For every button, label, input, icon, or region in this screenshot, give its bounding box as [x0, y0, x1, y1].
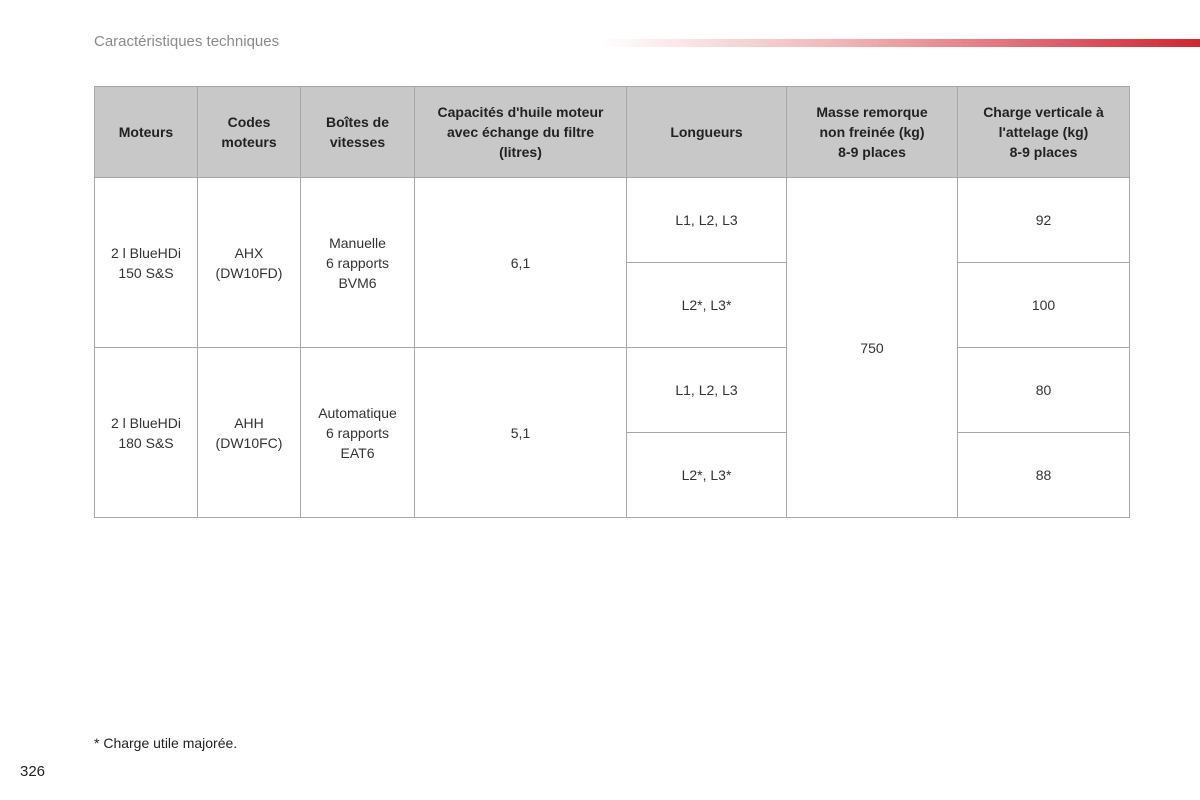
- header-gearboxes: Boîtes de vitesses: [301, 87, 415, 178]
- length-cell: L1, L2, L3: [627, 348, 787, 433]
- header-vertical-load: Charge verticale à l'attelage (kg) 8-9 places: [958, 87, 1130, 178]
- table-row: [95, 178, 1130, 263]
- engine-code-cell: AHX (DW10FD): [198, 178, 301, 348]
- header-lengths: Longueurs: [627, 87, 787, 178]
- header-engine-codes: Codes moteurs: [198, 87, 301, 178]
- vertical-load-cell: 80: [958, 348, 1130, 433]
- table-row: [95, 348, 1130, 433]
- engine-cell: 2 l BlueHDi 150 S&S: [95, 178, 198, 348]
- gearbox-cell: Manuelle 6 rapports BVM6: [301, 178, 415, 348]
- table-header-row: [95, 87, 1130, 178]
- header-oil-capacity: Capacités d'huile moteur avec échange du filtre (litres): [415, 87, 627, 178]
- gearbox-cell: Automatique 6 rapports EAT6: [301, 348, 415, 518]
- header-engines: Moteurs: [95, 87, 198, 178]
- length-cell: L2*, L3*: [627, 433, 787, 518]
- trailer-mass-cell: 750: [787, 178, 958, 518]
- page-number: 326: [20, 763, 46, 780]
- oil-capacity-cell: 5,1: [415, 348, 627, 518]
- vertical-load-cell: 92: [958, 178, 1130, 263]
- length-cell: L2*, L3*: [627, 263, 787, 348]
- section-title: Caractéristiques techniques: [94, 33, 280, 50]
- engine-code-cell: AHH (DW10FC): [198, 348, 301, 518]
- header-accent-bar: [600, 39, 1200, 47]
- vertical-load-cell: 100: [958, 263, 1130, 348]
- vertical-load-cell: 88: [958, 433, 1130, 518]
- length-cell: L1, L2, L3: [627, 178, 787, 263]
- footnote: * Charge utile majorée.: [94, 735, 238, 751]
- oil-capacity-cell: 6,1: [415, 178, 627, 348]
- header-trailer-mass: Masse remorque non freinée (kg) 8-9 places: [787, 87, 958, 178]
- engine-cell: 2 l BlueHDi 180 S&S: [95, 348, 198, 518]
- specifications-table: [94, 86, 1130, 518]
